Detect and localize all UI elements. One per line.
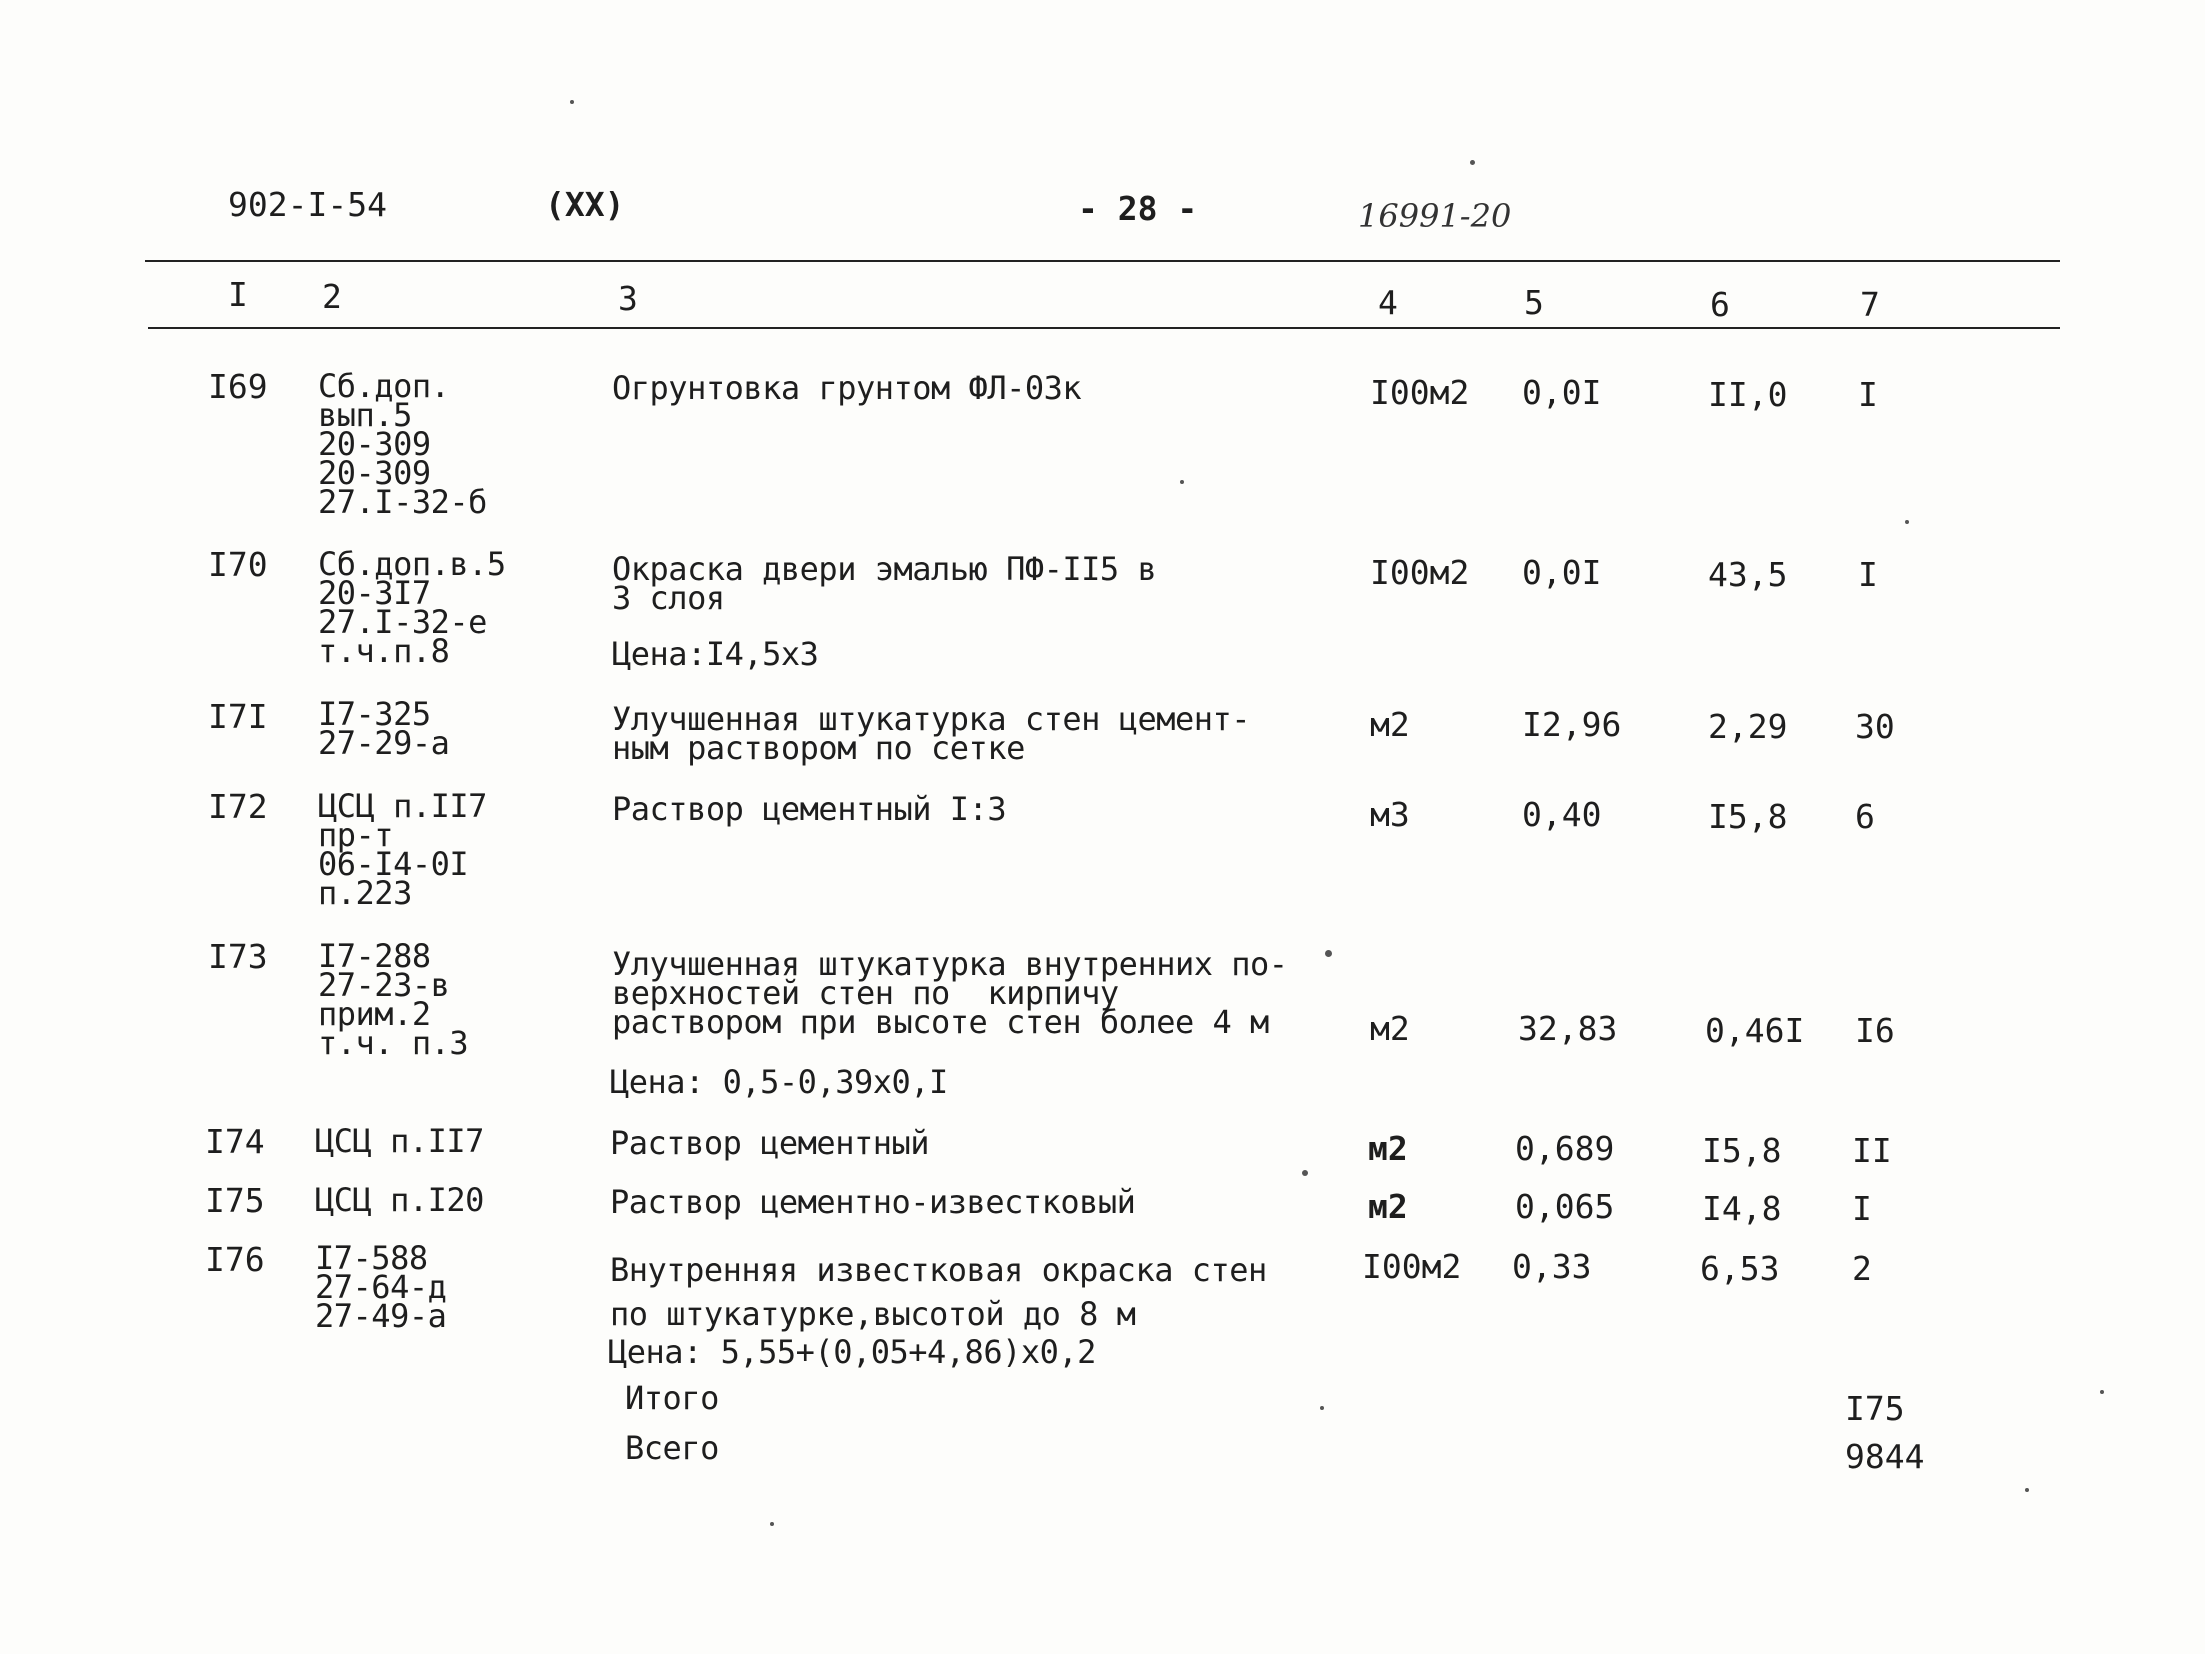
scan-speck [1320, 1406, 1324, 1410]
row-number: I76 [205, 1240, 265, 1279]
row-description: Раствор цементный [610, 1124, 930, 1162]
col-header-5: 5 [1524, 283, 1544, 322]
row-price: II,0 [1708, 375, 1788, 414]
itogo-value: I75 [1845, 1389, 1905, 1428]
column-header-rule [148, 327, 2060, 329]
row-unit: I00м2 [1370, 373, 1470, 412]
row-description: Улучшенная штукатурка стен цемент- ным раствором по сетке [612, 700, 1251, 767]
row-unit: м2 [1368, 1129, 1408, 1168]
row-price: 6,53 [1700, 1249, 1780, 1288]
row-number: I74 [205, 1122, 265, 1161]
row-description: Огрунтовка грунтом ФЛ-03к [612, 369, 1082, 407]
row-price-note: Цена:I4,5х3 [612, 635, 819, 673]
row-quantity: 0,0I [1522, 373, 1602, 412]
page-number: - 28 - [1078, 189, 1198, 228]
row-quantity: 0,0I [1522, 553, 1602, 592]
doc-section: (XX) [545, 185, 625, 224]
row-description: Улучшенная штукатурка внутренних по- верхностей стен по кирпичу раствором при высоте стен более 4 м [612, 945, 1288, 1041]
col-header-3: 3 [618, 279, 638, 318]
row-price: I4,8 [1702, 1189, 1782, 1228]
row-number: I69 [208, 367, 268, 406]
row-price: I5,8 [1702, 1131, 1782, 1170]
row-price: I5,8 [1708, 797, 1788, 836]
row-reference: I7-325 27-29-а [318, 695, 450, 762]
row-total: 30 [1855, 707, 1895, 746]
scan-speck [2025, 1488, 2029, 1492]
row-unit: м2 [1370, 1009, 1410, 1048]
row-total: 6 [1855, 797, 1875, 836]
scan-speck [1325, 950, 1332, 957]
row-quantity: 32,83 [1518, 1009, 1618, 1048]
row-number: I75 [205, 1181, 265, 1220]
row-unit: м2 [1370, 705, 1410, 744]
row-quantity: 0,33 [1512, 1247, 1592, 1286]
row-description: Внутренняя известковая окраска стен по штукатурке,высотой до 8 м [610, 1251, 1267, 1333]
row-description: Раствор цементно-известковый [610, 1183, 1136, 1221]
row-number: I72 [208, 787, 268, 826]
col-header-7: 7 [1860, 285, 1880, 324]
handwritten-number: 16991-20 [1358, 197, 1512, 235]
vsego-value: 9844 [1845, 1437, 1925, 1476]
row-reference: ЦСЦ п.II7 [315, 1122, 484, 1160]
row-price-note: Цена: 5,55+(0,05+4,86)х0,2 [608, 1333, 1096, 1371]
row-unit: I00м2 [1370, 553, 1470, 592]
scan-speck [1302, 1170, 1308, 1176]
row-reference: I7-288 27-23-в прим.2 т.ч. п.3 [318, 937, 469, 1062]
scan-speck [570, 100, 574, 104]
scan-speck [1180, 480, 1184, 484]
row-description: Раствор цементный I:3 [612, 790, 1007, 828]
col-header-2: 2 [322, 277, 342, 316]
row-total: I [1858, 375, 1878, 414]
row-quantity: 0,40 [1522, 795, 1602, 834]
row-price: 2,29 [1708, 707, 1788, 746]
row-total: 2 [1852, 1249, 1872, 1288]
row-description: Окраска двери эмалью ПФ-II5 в 3 слоя [612, 550, 1157, 617]
row-reference: Сб.доп. вып.5 20-309 20-309 27.I-32-б [318, 367, 487, 521]
row-total: I6 [1855, 1011, 1895, 1050]
vsego-label: Всего [625, 1429, 719, 1467]
itogo-label: Итого [625, 1379, 719, 1417]
row-unit: м3 [1370, 795, 1410, 834]
row-quantity: 0,689 [1515, 1129, 1615, 1168]
row-price: 43,5 [1708, 555, 1788, 594]
row-reference: ЦСЦ п.I20 [315, 1181, 484, 1219]
row-total: I [1852, 1189, 1872, 1228]
row-number: I73 [208, 937, 268, 976]
row-reference: ЦСЦ п.II7 пр-т 06-I4-0I п.223 [318, 787, 487, 912]
row-number: I7I [208, 697, 268, 736]
scan-speck [1470, 160, 1475, 165]
row-unit: м2 [1368, 1187, 1408, 1226]
col-header-1: I [228, 275, 248, 314]
row-total: II [1852, 1131, 1892, 1170]
row-unit: I00м2 [1362, 1247, 1462, 1286]
row-reference: Сб.доп.в.5 20-3I7 27.I-32-е т.ч.п.8 [318, 545, 506, 670]
row-price: 0,46I [1705, 1011, 1805, 1050]
scan-speck [1905, 520, 1909, 524]
row-reference: I7-588 27-64-д 27-49-а [315, 1239, 447, 1335]
row-total: I [1858, 555, 1878, 594]
col-header-4: 4 [1378, 283, 1398, 322]
row-quantity: 0,065 [1515, 1187, 1615, 1226]
top-rule [145, 260, 2060, 262]
row-quantity: I2,96 [1522, 705, 1622, 744]
scan-speck [2100, 1390, 2104, 1394]
scan-speck [770, 1522, 774, 1526]
doc-code: 902-I-54 [228, 185, 387, 224]
row-price-note: Цена: 0,5-0,39х0,I [610, 1063, 948, 1101]
col-header-6: 6 [1710, 285, 1730, 324]
row-number: I70 [208, 545, 268, 584]
